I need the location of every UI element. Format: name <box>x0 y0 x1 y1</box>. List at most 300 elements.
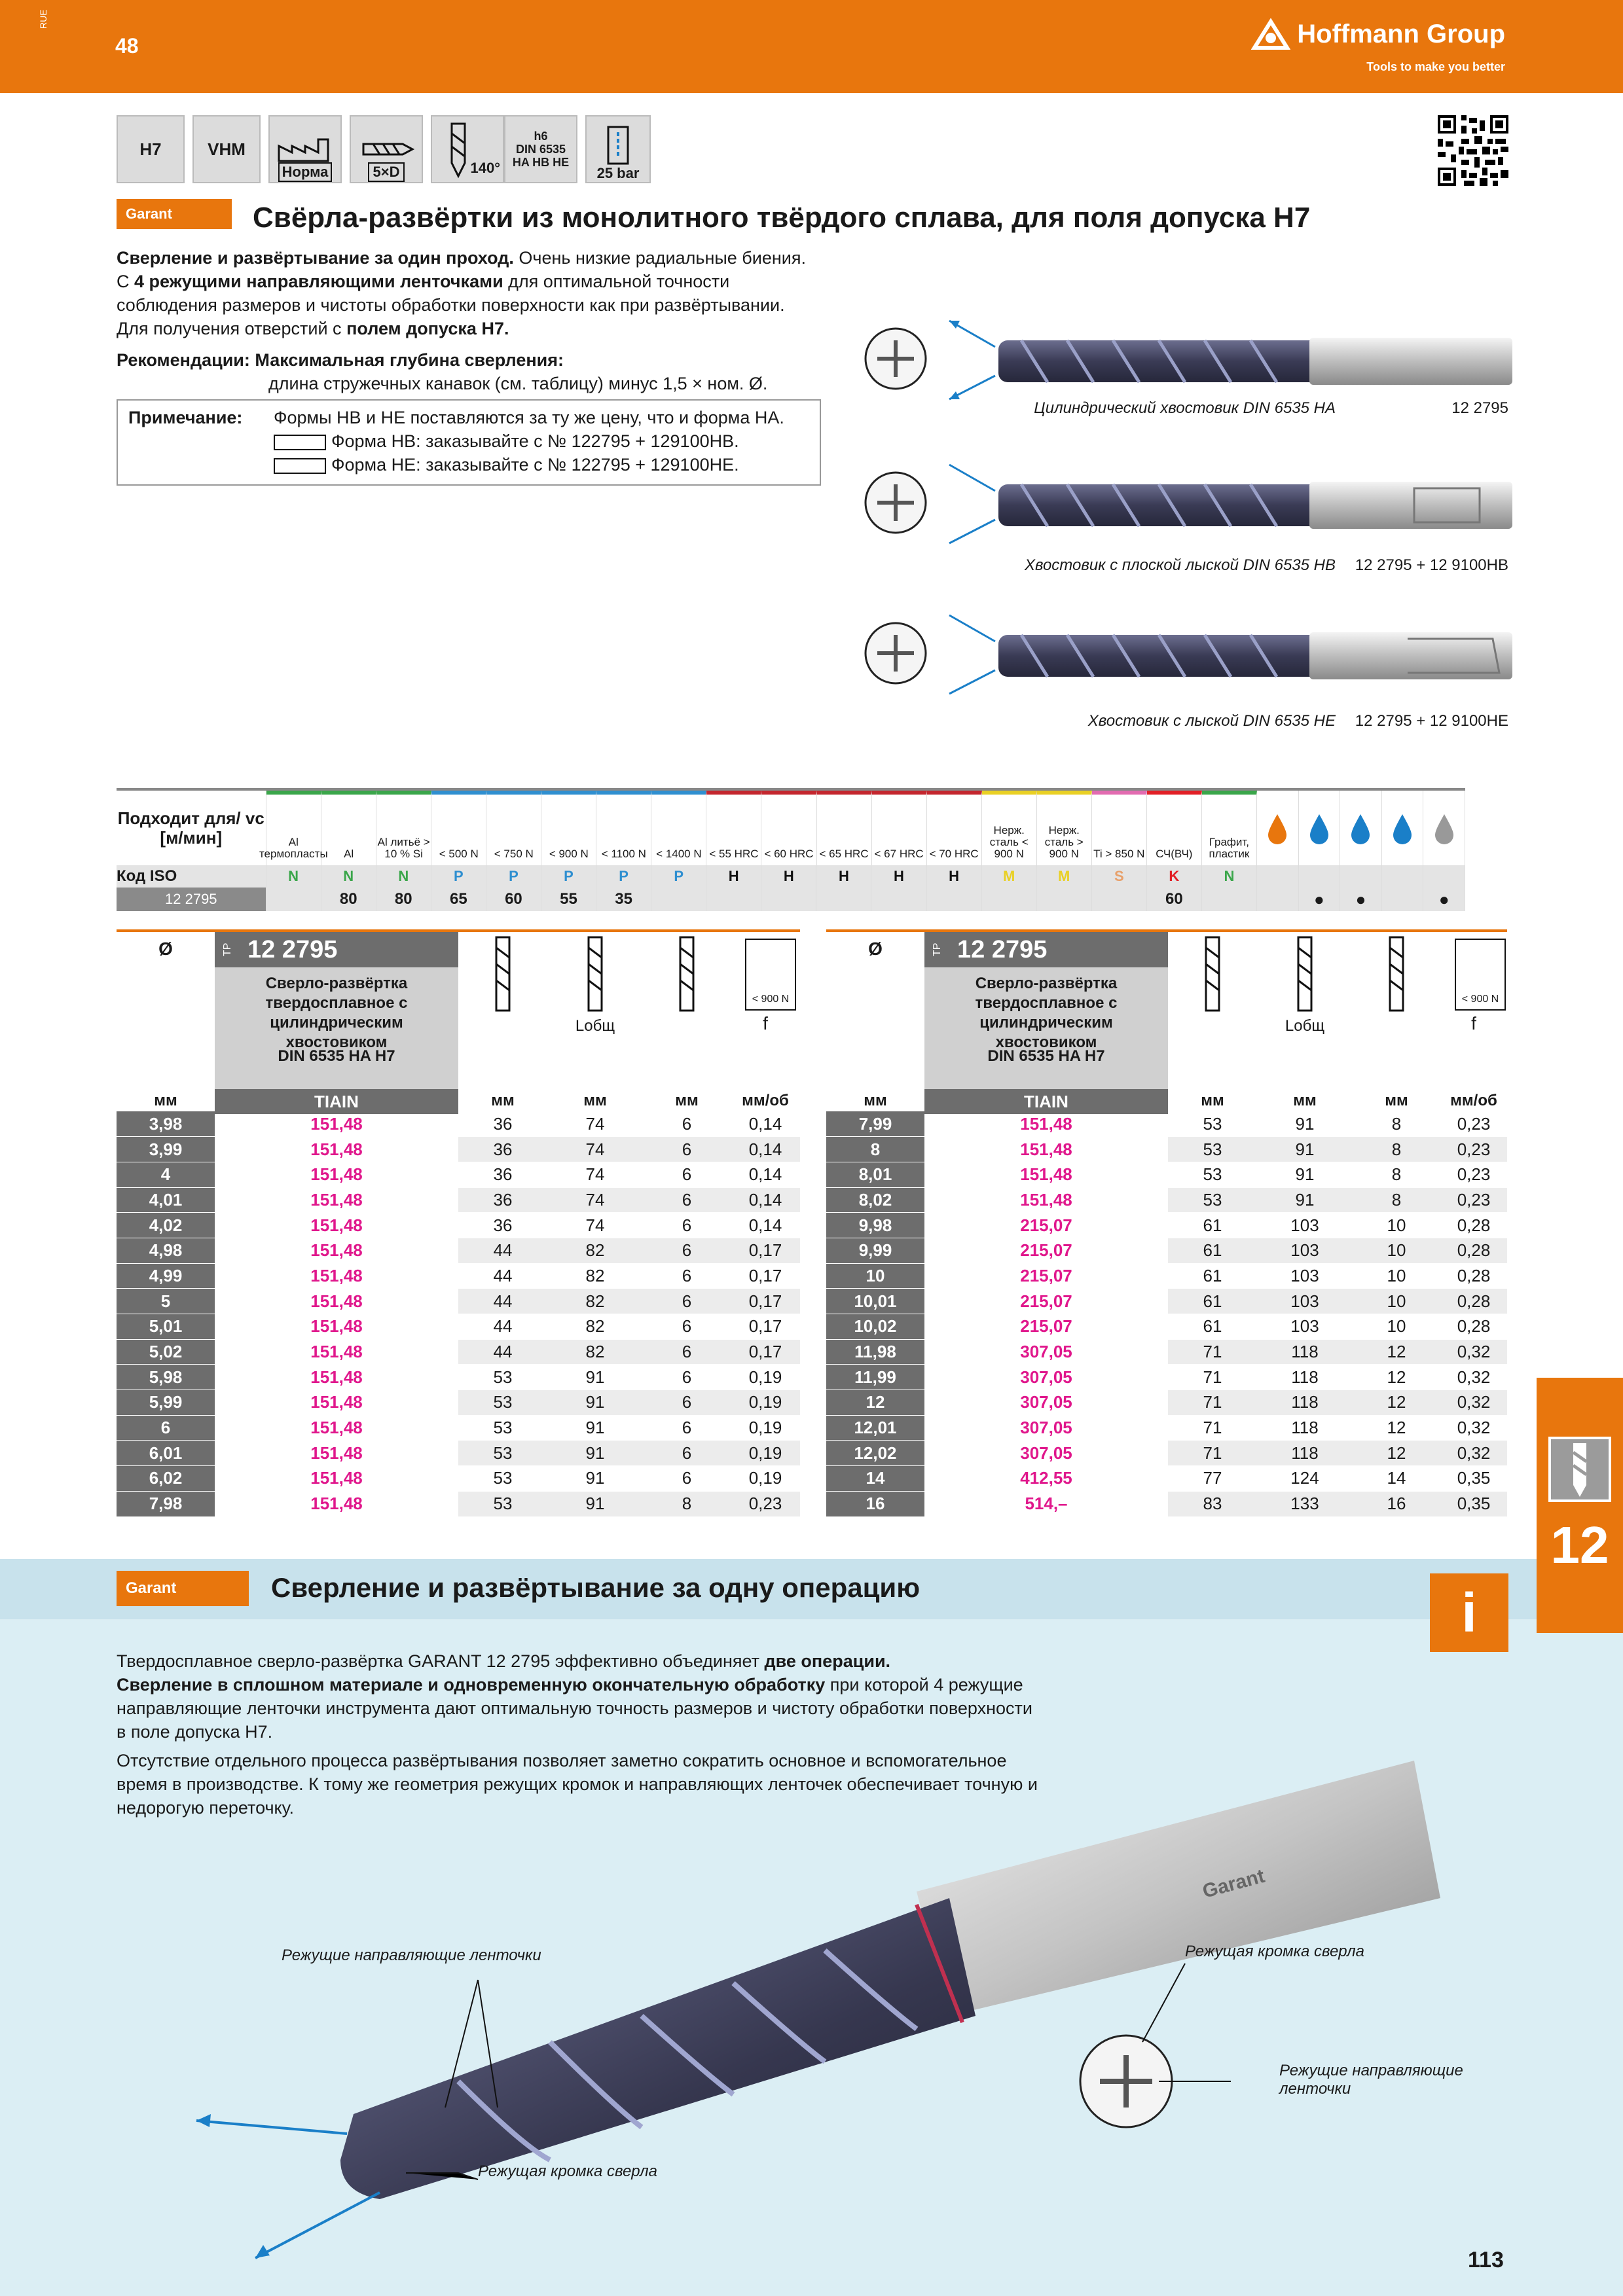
diameter-cell: 10,01 <box>826 1289 924 1314</box>
label-guides-2: Режущие направляющие ленточки <box>1279 2062 1463 2098</box>
left-table-header <box>117 929 800 1111</box>
value-cell: 0,32 <box>1440 1365 1507 1390</box>
material-col-11: < 67 HRC <box>872 791 927 865</box>
price-cell[interactable]: 151,48 <box>215 1466 458 1492</box>
note-text: Формы HB и HE поставляются за ту же цену, что и форма HA. Форма HB: заказывайте с № 122795 + 129100HB. Форма HE: заказывайте с № 122795 + 129100HE. <box>274 408 784 475</box>
value-cell: 36 <box>458 1111 547 1137</box>
value-cell: 6 <box>643 1187 731 1213</box>
iso-code-6: P <box>596 865 651 888</box>
tool-caption-hb: Хвостовик с плоской лыской DIN 6535 HB <box>1024 556 1336 574</box>
price-cell[interactable]: 151,48 <box>215 1137 458 1162</box>
recommendations: Рекомендации: Максимальная глубина сверления: длина стружечных канавок (см. таблицу) минус 1,5 × ном. Ø. <box>117 350 768 393</box>
price-cell[interactable]: 215,07 <box>924 1314 1168 1340</box>
value-cell: 0,23 <box>1440 1187 1507 1213</box>
value-cell: 133 <box>1257 1491 1353 1516</box>
feed-box <box>1455 939 1506 1011</box>
oil-icon <box>1257 791 1299 865</box>
material-col-3: < 500 N <box>431 791 486 865</box>
hoffmann-logo-icon <box>1251 18 1290 58</box>
value-cell: 0,23 <box>1440 1111 1507 1137</box>
price-cell[interactable]: 215,07 <box>924 1263 1168 1289</box>
vc-value-16: 60 <box>1147 888 1202 911</box>
tool-ha-image <box>866 321 1512 399</box>
price-cell[interactable]: 151,48 <box>215 1314 458 1340</box>
value-cell: 118 <box>1257 1415 1353 1441</box>
article-number: 12 2795 <box>957 936 1048 963</box>
value-cell: 0,32 <box>1440 1339 1507 1365</box>
table-row <box>826 1137 1507 1162</box>
price-cell[interactable]: 151,48 <box>215 1187 458 1213</box>
value-cell: 0,23 <box>731 1491 800 1516</box>
diameter-cell: 8 <box>826 1137 924 1162</box>
price-cell[interactable]: 151,48 <box>215 1365 458 1390</box>
language-code: RUE <box>38 9 48 29</box>
value-cell: 71 <box>1168 1365 1257 1390</box>
tool-code-he: 12 2795 + 12 9100HE <box>1355 712 1508 730</box>
value-cell: 36 <box>458 1162 547 1187</box>
value-cell: 6 <box>643 1339 731 1365</box>
mist-icon <box>1340 791 1382 865</box>
diameter-cell: 6 <box>117 1415 215 1441</box>
value-cell: 12 <box>1353 1415 1440 1441</box>
unit-mm-dia: мм <box>864 1092 887 1109</box>
vc-value-5: 55 <box>541 888 596 911</box>
value-cell: 0,28 <box>1440 1213 1507 1238</box>
value-cell: 36 <box>458 1187 547 1213</box>
tool-caption-ha: Цилиндрический хвостовик DIN 6535 HA <box>1034 399 1336 417</box>
price-cell[interactable]: 151,48 <box>215 1441 458 1466</box>
value-cell: 0,23 <box>1440 1137 1507 1162</box>
chapter-tab[interactable]: 12 <box>1537 1378 1623 1633</box>
value-cell: 0,32 <box>1440 1390 1507 1416</box>
value-cell: 14 <box>1353 1466 1440 1492</box>
value-cell: 118 <box>1257 1441 1353 1466</box>
tp-label: TP <box>932 942 943 956</box>
price-cell[interactable]: 307,05 <box>924 1365 1168 1390</box>
diameter-cell: 8,02 <box>826 1187 924 1213</box>
left-data-table <box>117 1111 800 1517</box>
diameter-cell: 5,02 <box>117 1339 215 1365</box>
tool-caption-he: Хвостовик с лыской DIN 6535 HE <box>1087 712 1336 730</box>
vc-value-10 <box>816 888 871 911</box>
value-cell: 0,17 <box>731 1263 800 1289</box>
value-cell: 91 <box>1257 1187 1353 1213</box>
table-row <box>826 1314 1507 1340</box>
price-cell[interactable]: 151,48 <box>924 1187 1168 1213</box>
price-cell[interactable]: 215,07 <box>924 1213 1168 1238</box>
diameter-cell: 16 <box>826 1491 924 1516</box>
value-cell: 53 <box>1168 1162 1257 1187</box>
info-text: Твердосплавное сверло-развёртка GARANT 12 2795 эффективно объединяет две операции. Сверление в сплошном материале и одновременную окончательную обработку при которой 4 режущие направляющие ленточки инструмента дают оптимальную точность размеров и чистоту обработки поверхности в поле допуска H7. Отсутствие отдельного процесса развёртывания позволяет заметно сократить основное и вспомогательное время в производстве. К тому же геометрия режущих кромок и направляющих ленточек обеспечивает точную и недорогую переточку. <box>117 1651 1038 1818</box>
value-cell: 6 <box>643 1415 731 1441</box>
material-col-16: СЧ(ВЧ) <box>1147 791 1202 865</box>
iso-code-16: K <box>1147 865 1202 888</box>
vc-value-11 <box>871 888 926 911</box>
diameter-cell: 9,98 <box>826 1213 924 1238</box>
value-cell: 6 <box>643 1365 731 1390</box>
material-col-4: < 750 N <box>486 791 541 865</box>
feed-box <box>745 939 796 1011</box>
coolant-dot-2: ● <box>1340 888 1382 911</box>
value-cell: 118 <box>1257 1339 1353 1365</box>
diameter-cell: 12,02 <box>826 1441 924 1466</box>
iso-code-2: N <box>376 865 431 888</box>
price-cell[interactable]: 514,– <box>924 1491 1168 1516</box>
value-cell: 91 <box>1257 1111 1353 1137</box>
value-cell: 0,17 <box>731 1289 800 1314</box>
value-cell: 61 <box>1168 1213 1257 1238</box>
brand-logo: Hoffmann Group <box>1297 20 1505 49</box>
diameter-cell: 12 <box>826 1390 924 1416</box>
note-label: Примечание: <box>128 408 243 427</box>
diameter-cell: 10 <box>826 1263 924 1289</box>
price-cell[interactable]: 151,48 <box>215 1263 458 1289</box>
article-description: Сверло-развёртка твердосплавное с цилиндрическим хвостовиком <box>265 975 408 1051</box>
value-cell: 6 <box>643 1314 731 1340</box>
price-cell[interactable]: 151,48 <box>924 1137 1168 1162</box>
value-cell: 8 <box>1353 1111 1440 1137</box>
value-cell: 118 <box>1257 1365 1353 1390</box>
price-cell[interactable]: 151,48 <box>215 1491 458 1516</box>
coolant-iso-0 <box>1257 865 1299 888</box>
value-cell: 16 <box>1353 1491 1440 1516</box>
table-row <box>826 1187 1507 1213</box>
price-cell[interactable]: 151,48 <box>215 1390 458 1416</box>
unit-mm-0: мм <box>491 1092 515 1109</box>
diameter-cell: 5,98 <box>117 1365 215 1390</box>
unit-mm-2: мм <box>675 1092 699 1109</box>
din-label: DIN 6535 HA H7 <box>278 1047 395 1065</box>
value-cell: 6 <box>643 1441 731 1466</box>
value-cell: 103 <box>1257 1314 1353 1340</box>
qr-code[interactable] <box>1438 115 1508 186</box>
feed-material-label: < 900 N <box>1461 994 1499 1005</box>
drill-chapter-icon <box>1548 1437 1611 1502</box>
value-cell: 6 <box>643 1137 731 1162</box>
value-cell: 53 <box>458 1491 547 1516</box>
vc-value-1: 80 <box>321 888 376 911</box>
table-row <box>117 1466 800 1492</box>
flute-length-icon <box>458 935 547 1013</box>
price-cell[interactable]: 151,48 <box>924 1111 1168 1137</box>
price-cell[interactable]: 151,48 <box>215 1289 458 1314</box>
price-cell[interactable]: 412,55 <box>924 1466 1168 1492</box>
unit-mm-0: мм <box>1201 1092 1224 1109</box>
value-cell: 103 <box>1257 1238 1353 1263</box>
iso-code-3: P <box>431 865 486 888</box>
diameter-cell: 7,98 <box>117 1491 215 1516</box>
value-cell: 91 <box>1257 1137 1353 1162</box>
table-row <box>117 1238 800 1263</box>
value-cell: 6 <box>643 1162 731 1187</box>
value-cell: 12 <box>1353 1365 1440 1390</box>
value-cell: 0,28 <box>1440 1238 1507 1263</box>
value-cell: 103 <box>1257 1289 1353 1314</box>
diameter-cell: 14 <box>826 1466 924 1492</box>
table-row <box>826 1111 1507 1137</box>
total-length-label: Lобщ <box>575 1017 615 1035</box>
dry-icon <box>1382 791 1424 865</box>
table-row <box>826 1415 1507 1441</box>
value-cell: 6 <box>643 1289 731 1314</box>
vc-value-13 <box>982 888 1037 911</box>
value-cell: 74 <box>547 1213 643 1238</box>
page-number-left: 48 <box>115 34 139 58</box>
value-cell: 0,17 <box>731 1339 800 1365</box>
shank-diameter-icon <box>643 935 731 1013</box>
tool-code-ha: 12 2795 <box>1451 399 1508 417</box>
value-cell: 53 <box>1168 1187 1257 1213</box>
table-row <box>117 1263 800 1289</box>
value-cell: 91 <box>547 1390 643 1416</box>
table-row <box>826 1441 1507 1466</box>
info-garant-badge: Garant <box>117 1571 249 1606</box>
value-cell: 71 <box>1168 1415 1257 1441</box>
table-row <box>117 1390 800 1416</box>
value-cell: 91 <box>547 1441 643 1466</box>
material-table <box>117 788 1465 911</box>
table-row <box>117 1289 800 1314</box>
drill-point-icon <box>439 120 478 179</box>
picto-vhm: VHM <box>192 115 261 183</box>
value-cell: 10 <box>1353 1289 1440 1314</box>
material-col-2: Al литьё > 10 % Si <box>376 791 431 865</box>
price-cell[interactable]: 151,48 <box>215 1213 458 1238</box>
info-icon: i <box>1430 1573 1508 1652</box>
price-cell[interactable]: 307,05 <box>924 1441 1168 1466</box>
value-cell: 0,19 <box>731 1390 800 1416</box>
diameter-cell: 11,99 <box>826 1365 924 1390</box>
iso-code-15: S <box>1092 865 1147 888</box>
value-cell: 82 <box>547 1263 643 1289</box>
value-cell: 6 <box>643 1466 731 1492</box>
vc-value-17 <box>1202 888 1257 911</box>
value-cell: 53 <box>458 1415 547 1441</box>
value-cell: 53 <box>458 1390 547 1416</box>
value-cell: 74 <box>547 1162 643 1187</box>
value-cell: 0,32 <box>1440 1441 1507 1466</box>
iso-code-11: H <box>871 865 926 888</box>
iso-code-14: M <box>1037 865 1092 888</box>
tp-label: TP <box>222 942 233 956</box>
table-row <box>117 1314 800 1340</box>
vc-value-7 <box>651 888 706 911</box>
table-row <box>117 1137 800 1162</box>
iso-code-1: N <box>321 865 376 888</box>
material-col-5: < 900 N <box>541 791 596 865</box>
iso-code-0: N <box>266 865 321 888</box>
right-table-header <box>826 929 1507 1111</box>
value-cell: 74 <box>547 1137 643 1162</box>
coolant-iso-2 <box>1340 865 1382 888</box>
iso-code-7: P <box>651 865 706 888</box>
value-cell: 61 <box>1168 1238 1257 1263</box>
tool-code-hb: 12 2795 + 12 9100HB <box>1355 556 1508 574</box>
iso-code-17: N <box>1202 865 1257 888</box>
value-cell: 61 <box>1168 1314 1257 1340</box>
value-cell: 91 <box>547 1491 643 1516</box>
label-guides: Режущие направляющие ленточки <box>282 1946 541 1964</box>
value-cell: 71 <box>1168 1339 1257 1365</box>
material-col-10: < 65 HRC <box>817 791 872 865</box>
value-cell: 44 <box>458 1314 547 1340</box>
value-cell: 53 <box>458 1365 547 1390</box>
table-row <box>826 1339 1507 1365</box>
table-row <box>117 1441 800 1466</box>
iso-code-13: M <box>982 865 1037 888</box>
unit-mm-1: мм <box>1293 1092 1317 1109</box>
table-row <box>117 1415 800 1441</box>
diameter-cell: 12,01 <box>826 1415 924 1441</box>
diameter-cell: 4,99 <box>117 1263 215 1289</box>
value-cell: 0,28 <box>1440 1289 1507 1314</box>
diameter-cell: 4,98 <box>117 1238 215 1263</box>
table-row <box>117 1339 800 1365</box>
iso-code-5: P <box>541 865 596 888</box>
flute-length-icon <box>1168 935 1257 1013</box>
table-row <box>117 1187 800 1213</box>
value-cell: 6 <box>643 1111 731 1137</box>
value-cell: 82 <box>547 1289 643 1314</box>
diameter-cell: 5 <box>117 1289 215 1314</box>
emulsion-icon <box>1299 791 1341 865</box>
vc-value-4: 60 <box>486 888 541 911</box>
value-cell: 61 <box>1168 1263 1257 1289</box>
value-cell: 91 <box>547 1365 643 1390</box>
price-cell[interactable]: 151,48 <box>215 1111 458 1137</box>
table-row <box>117 1491 800 1516</box>
value-cell: 53 <box>1168 1137 1257 1162</box>
brand-tagline: Tools to make you better <box>1366 60 1505 73</box>
table-row <box>826 1491 1507 1516</box>
vc-value-3: 65 <box>431 888 486 911</box>
shank-hb-icon <box>274 435 326 450</box>
value-cell: 10 <box>1353 1213 1440 1238</box>
coolant-iso-1 <box>1299 865 1341 888</box>
page-number-right: 113 <box>1468 2248 1504 2272</box>
price-cell[interactable]: 215,07 <box>924 1238 1168 1263</box>
coolant-dot-1: ● <box>1299 888 1341 911</box>
value-cell: 8 <box>643 1491 731 1516</box>
value-cell: 6 <box>643 1238 731 1263</box>
intro-text: Сверление и развёртывание за один проход. Очень низкие радиальные биения. С 4 режущими направляющими ленточками для оптимальной точности соблюдения размеров и чистоты обработки поверхности как при развёртывании. Для получения отверстий с полем допуска H7. <box>117 248 806 338</box>
feed-label: f <box>763 1013 768 1033</box>
table-row <box>826 1213 1507 1238</box>
value-cell: 6 <box>643 1213 731 1238</box>
value-cell: 71 <box>1168 1441 1257 1466</box>
value-cell: 36 <box>458 1137 547 1162</box>
label-edge-2: Режущая кромка сверла <box>1185 1943 1365 1960</box>
vc-value-9 <box>761 888 816 911</box>
product-title: Свёрла-развёртки из монолитного твёрдого сплава, для поля допуска H7 <box>253 202 1311 234</box>
shank-diameter-icon <box>1353 935 1440 1013</box>
diameter-cell: 3,99 <box>117 1137 215 1162</box>
table-row <box>826 1289 1507 1314</box>
price-cell[interactable]: 151,48 <box>924 1162 1168 1187</box>
din-label: DIN 6535 HA H7 <box>987 1047 1105 1065</box>
large-drill-image <box>183 1741 1519 2265</box>
picto-angle: 140° <box>431 115 504 183</box>
price-cell[interactable]: 307,05 <box>924 1415 1168 1441</box>
material-col-1: Al <box>321 791 376 865</box>
vc-value-2: 80 <box>376 888 431 911</box>
price-cell[interactable]: 307,05 <box>924 1339 1168 1365</box>
value-cell: 0,19 <box>731 1415 800 1441</box>
value-cell: 0,14 <box>731 1187 800 1213</box>
diameter-cell: 6,01 <box>117 1441 215 1466</box>
unit-mm-dia: мм <box>154 1092 177 1109</box>
price-cell[interactable]: 151,48 <box>215 1238 458 1263</box>
garant-badge: Garant <box>117 199 232 229</box>
iso-code-8: H <box>706 865 761 888</box>
material-col-9: < 60 HRC <box>761 791 816 865</box>
value-cell: 0,28 <box>1440 1314 1507 1340</box>
table-row <box>117 1213 800 1238</box>
diameter-header: Ø <box>158 939 173 959</box>
feed-label: f <box>1471 1013 1476 1033</box>
picto-shank: h6 DIN 6535 HA HB HE <box>504 115 577 183</box>
value-cell: 77 <box>1168 1466 1257 1492</box>
label-edge: Режущая кромка сверла <box>478 2162 658 2180</box>
tool-images <box>851 308 1519 779</box>
vc-value-15 <box>1092 888 1147 911</box>
article-number: 12 2795 <box>247 936 338 963</box>
value-cell: 82 <box>547 1238 643 1263</box>
price-cell[interactable]: 151,48 <box>215 1415 458 1441</box>
value-cell: 44 <box>458 1289 547 1314</box>
value-cell: 0,17 <box>731 1238 800 1263</box>
mql-icon <box>1423 791 1465 865</box>
material-col-13: Нерж. сталь < 900 N <box>982 791 1037 865</box>
price-cell[interactable]: 151,48 <box>215 1339 458 1365</box>
iso-code-9: H <box>761 865 816 888</box>
material-col-12: < 70 HRC <box>927 791 982 865</box>
material-col-8: < 55 HRC <box>706 791 761 865</box>
price-cell[interactable]: 307,05 <box>924 1390 1168 1416</box>
value-cell: 44 <box>458 1263 547 1289</box>
value-cell: 36 <box>458 1213 547 1238</box>
picto-coolant: 25 bar <box>585 115 651 183</box>
value-cell: 103 <box>1257 1263 1353 1289</box>
price-cell[interactable]: 151,48 <box>215 1162 458 1187</box>
value-cell: 12 <box>1353 1441 1440 1466</box>
value-cell: 44 <box>458 1238 547 1263</box>
shank-he-icon <box>274 458 326 474</box>
iso-row-label: Код ISO <box>117 865 266 888</box>
value-cell: 74 <box>547 1111 643 1137</box>
material-col-7: < 1400 N <box>651 791 706 865</box>
value-cell: 53 <box>458 1466 547 1492</box>
value-cell: 0,19 <box>731 1441 800 1466</box>
info-title: Сверление и развёртывание за одну операцию <box>271 1572 921 1603</box>
unit-feed: мм/об <box>742 1092 789 1109</box>
table-row <box>826 1365 1507 1390</box>
value-cell: 82 <box>547 1339 643 1365</box>
table-row <box>826 1162 1507 1187</box>
tool-he-image <box>866 615 1512 694</box>
value-cell: 91 <box>547 1415 643 1441</box>
table-row <box>826 1263 1507 1289</box>
price-cell[interactable]: 215,07 <box>924 1289 1168 1314</box>
value-cell: 0,32 <box>1440 1415 1507 1441</box>
iso-code-12: H <box>927 865 982 888</box>
picto-depth: 5×D <box>350 115 423 183</box>
factory-icon <box>276 136 335 162</box>
table-row <box>826 1238 1507 1263</box>
value-cell: 71 <box>1168 1390 1257 1416</box>
value-cell: 12 <box>1353 1339 1440 1365</box>
value-cell: 103 <box>1257 1213 1353 1238</box>
